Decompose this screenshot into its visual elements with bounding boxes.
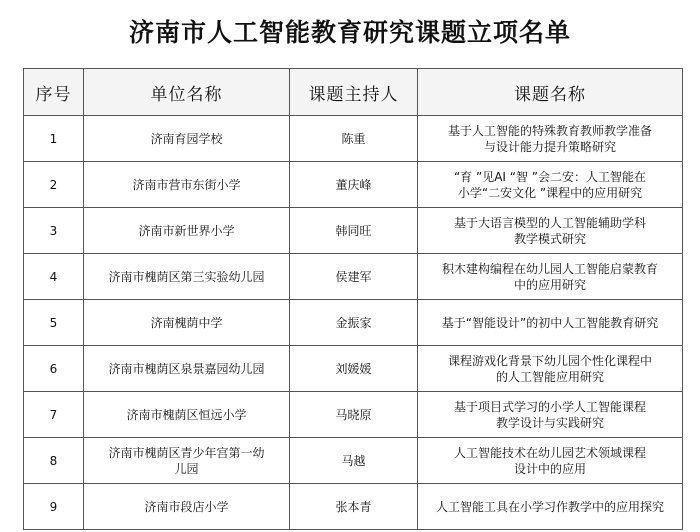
cell-index — [24, 392, 84, 438]
cell-topic — [418, 484, 683, 530]
cell-unit — [84, 392, 290, 438]
cell-unit — [84, 116, 290, 162]
table-row — [24, 392, 683, 438]
cell-host-text: 金振家 — [335, 315, 372, 330]
cell-index-text: 3 — [49, 223, 58, 238]
cell-topic-text: 基于大语言模型的人工智能辅助学科 教学模式研究 — [453, 215, 646, 246]
cell-index-text: 2 — [49, 177, 58, 192]
cell-index-text: 1 — [49, 131, 58, 146]
cell-host — [290, 438, 418, 484]
cell-unit — [84, 208, 290, 254]
cell-host-text: 韩同旺 — [335, 223, 372, 238]
cell-host-text: 侯建军 — [335, 269, 372, 284]
project-list-table — [23, 68, 683, 530]
cell-index-text: 8 — [49, 453, 58, 468]
cell-index — [24, 346, 84, 392]
cell-index — [24, 438, 84, 484]
cell-index — [24, 162, 84, 208]
table-row — [24, 484, 683, 530]
cell-topic — [418, 162, 683, 208]
cell-host — [290, 346, 418, 392]
cell-host-text: 陈重 — [341, 131, 366, 146]
header-unit: 单位名称 — [84, 69, 290, 116]
cell-topic — [418, 116, 683, 162]
cell-host — [290, 392, 418, 438]
cell-index-text: 4 — [49, 269, 58, 284]
table-row — [24, 438, 683, 484]
table-row — [24, 346, 683, 392]
cell-topic-text: 基于人工智能的特殊教育教师教学准备 与设计能力提升策略研究 — [447, 123, 652, 154]
cell-unit — [84, 254, 290, 300]
cell-unit — [84, 162, 290, 208]
cell-index — [24, 254, 84, 300]
page-title: 济南市人工智能教育研究课题立项名单 — [128, 18, 571, 47]
cell-index — [24, 484, 84, 530]
cell-host-text: 马晓原 — [335, 407, 372, 422]
table-row — [24, 116, 683, 162]
cell-index-text: 9 — [49, 499, 58, 514]
cell-host-text: 马越 — [341, 453, 366, 468]
cell-index-text: 6 — [49, 361, 58, 376]
cell-index — [24, 208, 84, 254]
header-index: 序号 — [24, 69, 84, 116]
cell-topic-text: 积木建构编程在幼儿园人工智能启蒙教育 中的应用研究 — [441, 261, 658, 292]
cell-host — [290, 208, 418, 254]
cell-unit — [84, 438, 290, 484]
table-row — [24, 208, 683, 254]
cell-topic — [418, 438, 683, 484]
cell-unit-text: 济南市新世界小学 — [138, 223, 235, 238]
cell-unit — [84, 484, 290, 530]
cell-index-text: 5 — [49, 315, 58, 330]
header-topic: 课题名称 — [418, 69, 683, 116]
cell-index — [24, 300, 84, 346]
cell-topic-text: 人工智能工具在小学习作教学中的应用探究 — [435, 499, 664, 514]
cell-unit-text: 济南育园学校 — [150, 131, 223, 146]
cell-unit-text: 济南市段店小学 — [144, 499, 229, 514]
cell-topic-text: 基于项目式学习的小学人工智能课程 教学设计与实践研究 — [453, 399, 646, 430]
cell-host — [290, 116, 418, 162]
cell-topic — [418, 346, 683, 392]
cell-unit-text: 济南市槐荫区恒远小学 — [126, 407, 247, 422]
header-host: 课题主持人 — [290, 69, 418, 116]
cell-topic-text: “育 ”见AI “智 ”会二安：人工智能在 小学“二安文化 ”课程中的应用研究 — [453, 169, 647, 200]
cell-topic — [418, 392, 683, 438]
cell-index-text: 7 — [49, 407, 58, 422]
cell-unit-text: 济南市槐荫区第三实验幼儿园 — [108, 269, 265, 284]
cell-host — [290, 254, 418, 300]
table-body — [24, 116, 683, 530]
cell-unit — [84, 346, 290, 392]
cell-host-text: 张本青 — [335, 499, 372, 514]
table-row — [24, 254, 683, 300]
cell-unit-text: 济南市槐荫区泉景嘉园幼儿园 — [108, 361, 265, 376]
cell-index — [24, 116, 84, 162]
cell-topic — [418, 208, 683, 254]
cell-host-text: 刘媛媛 — [335, 361, 372, 376]
cell-unit — [84, 300, 290, 346]
cell-host-text: 董庆峰 — [335, 177, 372, 192]
cell-topic-text: 课程游戏化背景下幼儿园个性化课程中 的人工智能应用研究 — [447, 353, 652, 384]
cell-topic — [418, 300, 683, 346]
cell-unit-text: 济南槐荫中学 — [150, 315, 223, 330]
cell-topic-text: 基于“智能设计”的初中人工智能教育研究 — [441, 315, 659, 330]
cell-unit-text: 济南市槐荫区青少年宫第一幼 儿园 — [108, 445, 265, 476]
cell-topic — [418, 254, 683, 300]
table-header-row — [24, 69, 683, 116]
cell-unit-text: 济南市营市东街小学 — [132, 177, 241, 192]
table-row — [24, 300, 683, 346]
cell-topic-text: 人工智能技术在幼儿园艺术领域课程 设计中的应用 — [453, 445, 646, 476]
cell-host — [290, 300, 418, 346]
table-row — [24, 162, 683, 208]
cell-host — [290, 484, 418, 530]
cell-host — [290, 162, 418, 208]
